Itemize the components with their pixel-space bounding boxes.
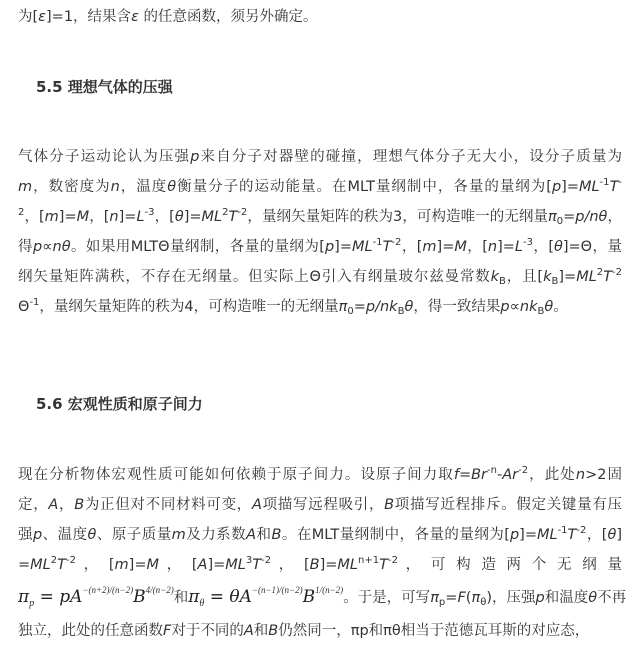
text-run: 和 [256,527,272,543]
text-run: p [438,597,446,608]
text-run: - [618,177,623,188]
text-run: p [509,527,520,543]
text-run: θ [554,239,563,255]
text-run: 。于是，可写 [343,590,431,606]
text-run: 和温度 [544,590,589,606]
text-run: T [603,269,613,285]
text-run: B [384,497,395,513]
text-run: p [535,590,545,606]
text-line [18,296,622,318]
text-run: -2 [261,555,272,566]
text-line [18,585,627,609]
text-run: 定， [18,497,49,513]
text-run: ]= [519,527,537,543]
text-run: ]= [118,209,137,225]
text-run: ，量纲矢量矩阵的秩为4，可构造唯一的无纲量 [39,299,339,315]
text-run: 衡量分子的运动能量。在MLT量纲制中，各量的量纲为[ [176,179,552,195]
text-run: 、温度 [42,527,88,543]
formula-run: B [133,587,146,607]
text-run: 。在MLT量纲制中，各量的量纲为[ [281,527,510,543]
text-run: p [32,239,43,255]
text-run: M [146,557,159,573]
text-run: L [514,239,523,255]
text-run: 的任意函数，须另外确定。 [138,9,318,25]
text-run: 2 [596,267,604,278]
text-run: 0 [556,216,564,227]
text-run: 和 [253,623,269,639]
text-run: ，且[ [505,269,544,285]
text-run: T [382,239,392,255]
text-run: ，温度 [119,179,168,195]
text-run: ， [ [158,557,198,573]
text-line [18,236,622,258]
text-run: 对于不同的 [171,623,244,639]
text-run: = [353,299,366,315]
text-run: -3 [144,207,155,218]
text-run: ，[ [532,239,554,255]
text-run: ，[ [89,209,110,225]
formula-run: = θA [204,587,252,607]
text-run: B [271,527,282,543]
text-run: f [453,467,459,483]
text-run: 及力系数 [185,527,247,543]
text-run: ]= [558,269,577,285]
text-run: ] [616,527,623,543]
text-run: ( [465,590,472,606]
text-run: ，此处 [528,467,576,483]
text-run: ，[ [24,209,45,225]
text-line [18,620,622,642]
text-run: ]= [58,209,77,225]
text-run: π [471,590,481,606]
text-run: -2 [65,555,76,566]
text-run: p [551,179,562,195]
text-run: M [454,239,467,255]
text-run: ε [131,9,139,25]
text-run: ]= [319,557,338,573]
formula-run: 4/(n−2) [145,585,174,595]
text-run: θ [87,527,97,543]
text-run: ML [578,179,600,195]
formula-run: p [29,598,35,609]
text-run: ]=Θ，量 [562,239,622,255]
text-run: B [551,276,559,287]
text-run: T [609,179,619,195]
text-run: T [228,209,238,225]
text-line [18,176,622,198]
text-run: 现在分析物体宏观性质可能如何依赖于原子间力。设原子间力取 [18,467,454,483]
text-line [18,524,622,546]
text-run: -2 [237,207,248,218]
text-run: ML [30,557,51,573]
text-run: ML [337,557,359,573]
text-run: Ar [502,467,519,483]
text-run: p [190,149,200,165]
text-run: ， [58,497,75,513]
text-run: -2 [518,465,529,476]
text-run: 得 [18,239,33,255]
text-run: T [57,557,66,573]
text-run: ， [ [75,557,115,573]
text-run: m [422,239,437,255]
text-run: A [251,497,262,513]
text-run: -1 [372,237,383,248]
text-run: n [109,209,119,225]
text-run: p [500,299,510,315]
text-run: - [496,467,503,483]
text-run: θ [480,597,487,608]
text-run: -1 [599,177,610,188]
text-run: B [268,623,279,639]
text-run: m [44,209,59,225]
text-run: k [490,269,500,285]
text-run: ]= [561,179,579,195]
text-run: ∝ [509,299,520,315]
text-run: n [575,467,586,483]
text-run: p [32,527,43,543]
text-run: 独立，此处的任意函数 [18,623,163,639]
formula-run: −(n−1)/(n−2) [251,585,303,595]
section-heading-5-5: 5.5 理想气体的压强 [36,78,173,96]
text-run: B [309,557,320,573]
text-run: 强 [18,527,33,543]
text-run: ML [351,239,373,255]
text-run: m [18,179,33,195]
text-line [18,554,622,576]
text-run: ]= [183,209,202,225]
text-run: 项描写远程吸引， [261,497,385,513]
text-run: 2 [50,555,58,566]
text-run: T [567,527,577,543]
text-run: -2 [387,555,398,566]
text-run: 和 [173,590,189,606]
text-run: L [136,209,145,225]
intro-line [18,6,622,28]
text-run: )，压强 [486,590,536,606]
text-run: F [163,623,172,639]
text-line [18,464,622,486]
text-run: ML [536,527,558,543]
text-run: ]= [207,557,226,573]
text-run: ML [576,269,597,285]
text-run: ∝ [42,239,53,255]
formula-run: 1/(n−2) [315,585,344,595]
text-run: π [338,299,348,315]
text-run: p/nθ [575,209,608,225]
text-run: nθ [52,239,71,255]
text-run: -1 [29,297,40,308]
formula-run: θ [199,598,205,609]
text-run: = [18,557,31,573]
text-run: ]= [436,239,455,255]
text-run: = [445,590,458,606]
text-run: B [397,306,405,317]
text-run: ε [38,9,47,25]
text-run: ， 可 构 造 两 个 无 纲 量 [397,557,622,573]
text-run: ， [ [271,557,310,573]
text-run: ，得一致结果 [413,299,501,315]
text-line [18,146,622,168]
text-run: 。如果用MLTΘ量纲制，各量的量纲为[ [70,239,325,255]
text-run: π [430,590,439,606]
text-run: 2 [222,207,229,218]
text-line [18,494,622,516]
text-run: m [171,527,186,543]
formula-run: = pA [34,587,83,607]
text-run: ，[ [154,209,175,225]
text-run: F [457,590,466,606]
text-run: 2 [18,207,25,218]
text-run: ]= [497,239,515,255]
text-run: π [547,209,557,225]
text-run: -1 [557,525,568,536]
text-run: ]= [334,239,352,255]
text-run: T [252,557,262,573]
text-run: 、原子质量 [96,527,172,543]
text-run: 气体分子运动论认为压强 [18,149,191,165]
text-run: k [543,269,552,285]
text-run: 为正但对不同材料可变， [84,497,252,513]
text-run: A [48,497,59,513]
text-run: -3 [523,237,533,248]
text-run: Br [471,467,488,483]
formula-run: B [302,587,316,607]
text-run: A [243,623,254,639]
text-run: ，[ [586,527,608,543]
text-run: >2固 [585,467,623,483]
text-run: = [563,209,576,225]
text-run: n+1 [358,555,380,566]
text-run: ML [225,557,246,573]
text-run: 不再 [597,590,627,606]
text-run: -2 [576,525,587,536]
text-run: θ [174,209,184,225]
text-line [18,206,622,228]
text-run: n [110,179,120,195]
text-run: Θ [18,299,30,315]
text-run: ，数密度为 [32,179,111,195]
text-run: ，[ [466,239,488,255]
text-run: p/nk [365,299,398,315]
text-run: θ [544,299,554,315]
text-run: 为[ [18,9,39,25]
formula-run: −(n+2)/(n−2) [82,585,134,595]
text-run: 0 [347,306,354,317]
text-run: A [197,557,208,573]
text-run: 项描写近程排斥。假定关键量有压 [394,497,623,513]
text-run: B [537,306,545,317]
text-run: B [74,497,85,513]
text-run: T [379,557,388,573]
text-run: ，量纲矢量矩阵的秩为3，可构造唯一的无纲量 [247,209,548,225]
text-run: ， [607,209,622,225]
text-run: m [114,557,129,573]
text-run: nk [519,299,538,315]
formula-run: π [18,587,30,607]
formula-run: π [188,587,200,607]
text-run: θ [404,299,414,315]
text-run: n [487,239,498,255]
text-run: M [76,209,90,225]
text-run: 仍然同一，πp和πθ相当于范德瓦耳斯的对应态， [278,623,590,639]
text-line [18,266,622,288]
text-run: ]=1，结果含 [46,9,132,25]
text-run: B [499,276,506,287]
text-run: 来自分子对器壁的碰撞，理想气体分子无大小，设分子质量为 [199,149,623,165]
text-run: p [324,239,335,255]
text-run: -2 [391,237,402,248]
text-run: θ [167,179,177,195]
text-run: 。 [553,299,568,315]
text-run: θ [588,590,598,606]
text-run: θ [607,527,617,543]
text-run: 纲矢量矩阵满秩，不存在无纲量。但实际上Θ引入有纲量玻尔兹曼常数 [18,269,491,285]
section-heading-5-6: 5.6 宏观性质和原子间力 [36,395,203,413]
text-run: -2 [612,267,622,278]
text-run: A [246,527,257,543]
text-run: ，[ [401,239,423,255]
text-run: -n [487,465,497,476]
text-run: 3 [245,555,253,566]
text-run: = [458,467,472,483]
text-run: ML [201,209,223,225]
text-run: ]= [128,557,147,573]
